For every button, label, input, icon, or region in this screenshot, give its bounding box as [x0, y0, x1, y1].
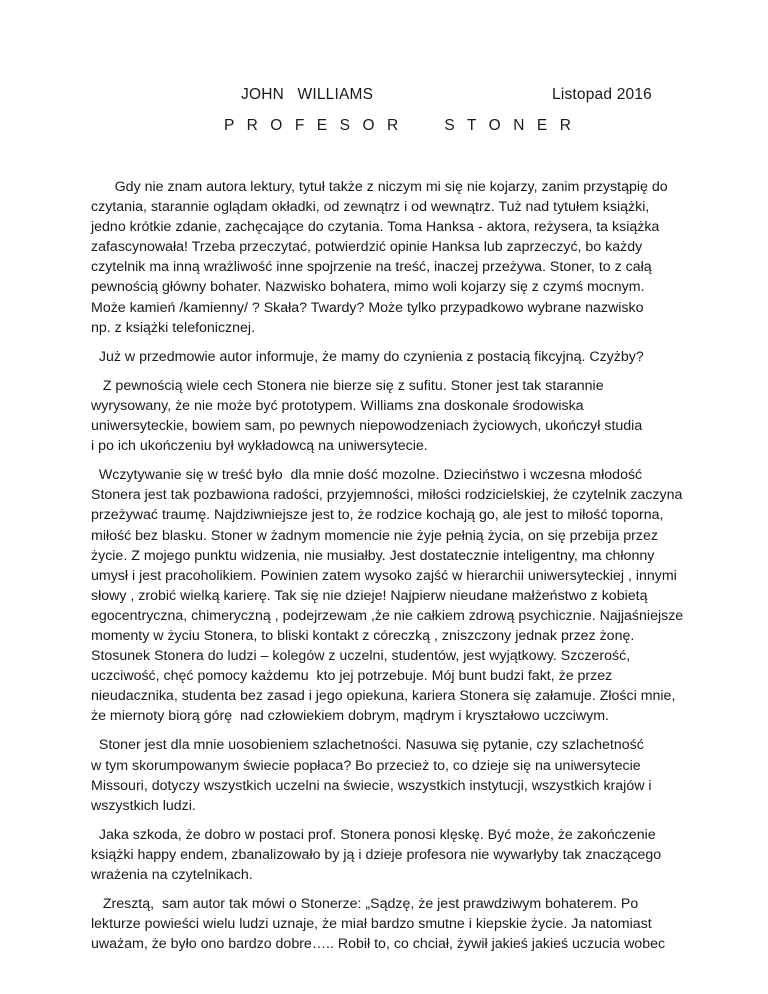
text-line: słowy , zrobić wielką karierę. Tak się nie dzieje! Najpierw nieudane małżeństwo z kobietą — [91, 587, 648, 604]
paragraph-4 — [91, 465, 768, 726]
book-title: P R O F E S O R S T O N E R — [224, 117, 576, 134]
paragraph-1 — [91, 177, 768, 338]
text-line: w tym skorumpowanym świecie popłaca? Bo przecież to, co dzieje się na uniwersytecie — [91, 757, 641, 774]
text-line: Zresztą, sam autor tak mówi o Stonerze: „Sądzę, że jest prawdziwym bohaterem. Po — [91, 896, 639, 913]
text-line: wszystkich ludzi. — [91, 797, 196, 814]
text-line: zafascynowała! Trzeba przeczytać, potwierdzić opinie Hanksa lub zaprzeczyć, bo każdy — [91, 239, 643, 256]
text-line: Jaka szkoda, że dobro w postaci prof. Stonera ponosi klęskę. Być może, że zakończenie — [91, 826, 656, 843]
text-line: Z pewnością wiele cech Stonera nie bierze się z sufitu. Stoner jest tak starannie — [91, 377, 604, 394]
paragraph-6 — [91, 825, 768, 885]
text-line: Już w przedmowie autor informuje, że mamy do czynienia z postacią fikcyjną. Czyżby? — [91, 348, 644, 365]
text-line: jedno krótkie zdanie, zachęcające do czytania. Toma Hanksa - aktora, reżysera, ta książka — [91, 219, 660, 236]
text-line: umysł i jest pracoholikiem. Powinien zatem wysoko zajść w hierarchii uniwersyteckiej , innymi — [91, 567, 677, 584]
text-line: czytelnik ma inną wrażliwość inne spojrzenie na treść, inaczej przeżywa. Stoner, to z całą — [91, 259, 652, 276]
text-line: miłość bez blasku. Stoner w żadnym momencie nie żyje pełnią życia, on się przebija przez — [91, 527, 658, 544]
text-line: np. z książki telefonicznej. — [91, 319, 256, 336]
text-line: Wczytywanie się w treść było dla mnie dość mozolne. Dzieciństwo i wczesna młodość — [91, 467, 643, 484]
document-date: Listopad 2016 — [552, 86, 652, 103]
review-body — [91, 177, 768, 963]
paragraph-3 — [91, 376, 768, 456]
text-line: Może kamień /kamienny/ ? Skała? Twardy? Może tylko przypadkowo wybrane nazwisko — [91, 299, 644, 316]
text-line: i po ich ukończeniu był wykładowcą na uniwersytecie. — [91, 438, 428, 455]
text-line: uważam, że było ono bardzo dobre….. Robił to, co chciał, żywił jakieś jakieś uczucia wobec — [91, 936, 666, 953]
text-line: Stonera jest tak pozbawiona radości, przyjemności, miłości rodzicielskiej, że czytelnik zaczyna — [91, 487, 683, 504]
paragraph-2 — [91, 347, 768, 367]
text-line: pewnością główny bohater. Nazwisko bohatera, mimo woli kojarzy się z czymś mocnym. — [91, 279, 645, 296]
text-line: Stoner jest dla mnie uosobieniem szlachetności. Nasuwa się pytanie, czy szlachetność — [91, 737, 644, 754]
author-name: JOHN WILLIAMS — [241, 86, 374, 103]
text-line: lekturze powieści wielu ludzi uznaje, że miał bardzo smutne i kiepskie życie. Ja natomiast — [91, 916, 652, 933]
text-line: uniwersyteckie, bowiem sam, po pewnych niepowodzeniach życiowych, ukończył studia — [91, 418, 643, 435]
text-line: Gdy nie znam autora lektury, tytuł także z niczym mi się nie kojarzy, zanim przystąpię do — [91, 179, 668, 195]
text-line: uczciwość, chęć pomocy każdemu kto jej potrzebuje. Mój bunt budzi fakt, że przez — [91, 668, 613, 685]
paragraph-7 — [91, 894, 768, 954]
text-line: książki happy endem, zbanalizowało by ją i dzieje profesora nie wywarłyby tak znaczącego — [91, 846, 662, 863]
text-line: wrażenia na czytelnikach. — [91, 867, 253, 883]
text-line: Missouri, dotyczy wszystkich uczelni na świecie, wszystkich instytucji, wszystkich krajów i — [91, 777, 652, 794]
text-line: egocentryczna, chimeryczną , podejrzewam ,że nie całkiem zdrową psychicznie. Najjaśniejsze — [91, 607, 684, 624]
text-line: życie. Z mojego punktu widzenia, nie musiałby. Jest dostatecznie inteligentny, ma chłonny — [91, 547, 655, 564]
text-line: czytania, starannie oglądam okładki, od zewnątrz i od wewnątrz. Tuż nad tytułem książki, — [91, 199, 650, 216]
text-line: Stosunek Stonera do ludzi – kolegów z uczelni, studentów, jest wyjątkowy. Szczerość, — [91, 648, 631, 665]
text-line: nieudacznika, studenta bez zasad i jego opiekuna, kariera Stonera się załamuje. Złości mnie, — [91, 688, 676, 705]
text-line: wyrysowany, że nie może być prototypem. Williams zna doskonale środowiska — [91, 397, 584, 414]
text-line: przeżywać traumę. Najdziwniejsze jest to, że rodzice kochają go, ale jest to miłość toporna, — [91, 507, 664, 524]
text-line: momenty w życiu Stonera, to bliski kontakt z córeczką , zniszczony jednak przez żonę. — [91, 627, 635, 644]
text-line: że miernoty biorą górę nad człowiekiem dobrym, mądrym i kryształowo uczciwym. — [91, 708, 610, 725]
paragraph-5 — [91, 735, 768, 815]
